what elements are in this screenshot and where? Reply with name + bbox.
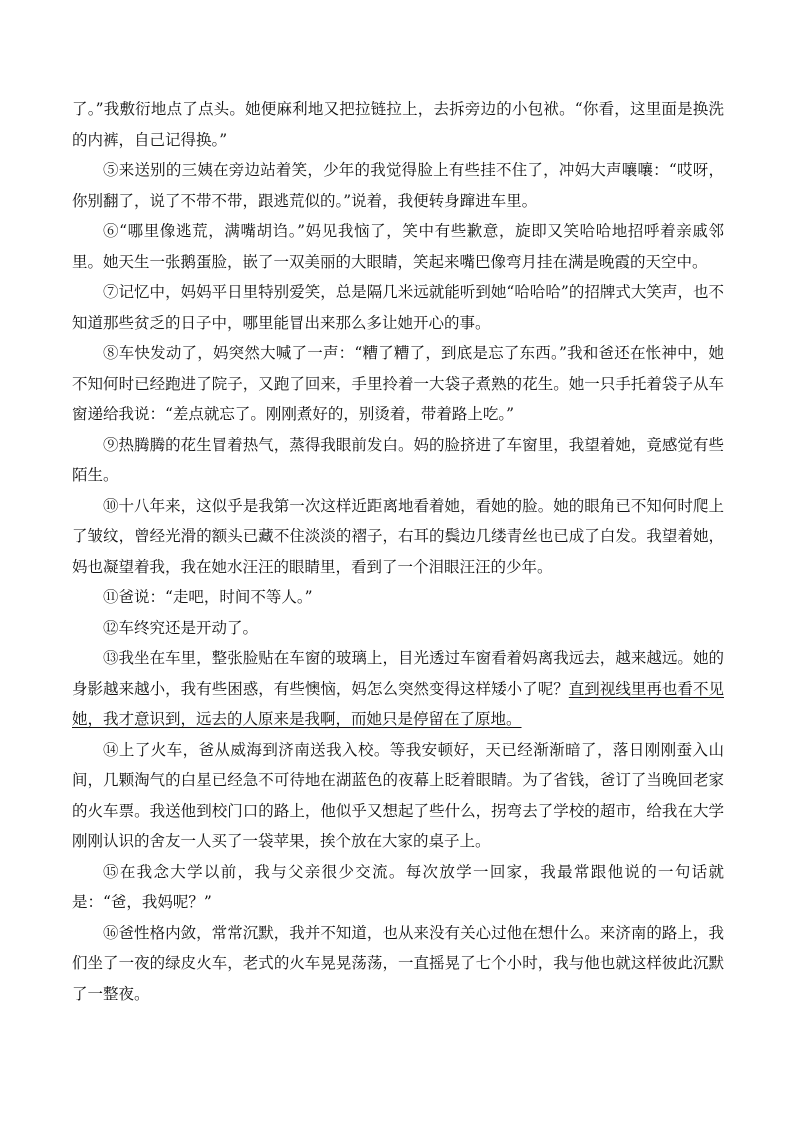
paragraph-9: ⑨热腾腾的花生冒着热气，蒸得我眼前发白。妈的脸挤进了车窗里，我望着她，竟感觉有些陌生。 xyxy=(72,435,724,484)
paragraph-13-text: ⑬我坐在车里，整张脸贴在车窗的玻璃上，目光透过车窗看着妈离我远去，越来越远。她的身影越来越小，我有些困惑，有些懊恼，妈怎么突然变得这样矮小了呢？ xyxy=(72,649,724,698)
article-body xyxy=(72,94,724,1009)
paragraph-13 xyxy=(72,643,724,735)
paragraph-14: ⑭上了火车，爸从威海到济南送我入校。等我安顿好，天已经渐渐暗了，落日刚刚蚕入山间，几颗淘气的白星已经急不可待地在湖蓝色的夜幕上眨着眼睛。为了省钱，爸订了当晚回老家的火车票。我送他到校门口的路上，他似乎又想起了些什么，拐弯去了学校的超市，给我在大学刚刚认识的舍友一人买了一袋苹果，挨个放在大家的桌子上。 xyxy=(72,740,724,850)
paragraph-16: ⑯爸性格内敛，常常沉默，我并不知道，也从来没有关心过他在想什么。来济南的路上，我们坐了一夜的绿皮火车，老式的火车晃晃荡荡，一直摇晃了七个小时，我与他也就这样彼此沉默了一整夜。 xyxy=(72,923,724,1003)
underlined-sentence: 直到视线里再也看不见她，我才意识到，远去的人原来是我啊，而她只是停留在了原地。 xyxy=(72,679,724,728)
paragraph-8: ⑧车快发动了，妈突然大喊了一声：“糟了糟了，到底是忘了东西。”我和爸还在怅神中，她不知何时已经跑进了院子，又跑了回来，手里拎着一大袋子煮熟的花生。她一只手托着袋子从车窗递给我说：“差点就忘了。刚刚煮好的，别烫着，带着路上吃。” xyxy=(72,344,724,423)
paragraph-6: ⑥“哪里像逃荒，满嘴胡诌。”妈见我恼了，笑中有些歉意，旋即又笑哈哈地招呼着亲戚邻里。她天生一张鹅蛋脸，嵌了一双美丽的大眼睛，笑起来嘴巴像弯月挂在满是晚霞的天空中。 xyxy=(72,222,724,271)
paragraph-12: ⑫车终究还是开动了。 xyxy=(103,618,259,637)
paragraph-10: ⑩十八年来，这似乎是我第一次这样近距离地看着她，看她的脸。她的眼角已不知何时爬上了皱纹，曾经光滑的额头已藏不住淡淡的褶子，右耳的鬓边几缕青丝也已成了白发。我望着她，妈也凝望着我，我在她水汪汪的眼睛里，看到了一个泪眼汪汪的少年。 xyxy=(72,496,724,576)
paragraph-15: ⑮在我念大学以前，我与父亲很少交流。每次放学一回家，我最常跟他说的一句话就是：“爸，我妈呢？” xyxy=(72,862,724,911)
paragraph-continued: 了。”我敷衍地点了点头。她便麻利地又把拉链拉上，去拆旁边的小包袱。“你看，这里面是换洗的内裤，自己记得换。” xyxy=(72,100,724,149)
paragraph-7: ⑦记忆中，妈妈平日里特别爱笑，总是隔几米远就能听到她“哈哈哈”的招牌式大笑声，也不知道那些贫乏的日子中，哪里能冒出来那么多让她开心的事。 xyxy=(72,283,724,332)
paragraph-11: ⑪爸说：“走吧，时间不等人。” xyxy=(103,588,313,606)
paragraph-5: ⑤来送别的三姨在旁边站着笑，少年的我觉得脸上有些挂不住了，冲妈大声嚷嚷：“哎呀，你别翻了，说了不带不带，跟逃荒似的。”说着，我便转身蹿进车里。 xyxy=(72,161,724,210)
